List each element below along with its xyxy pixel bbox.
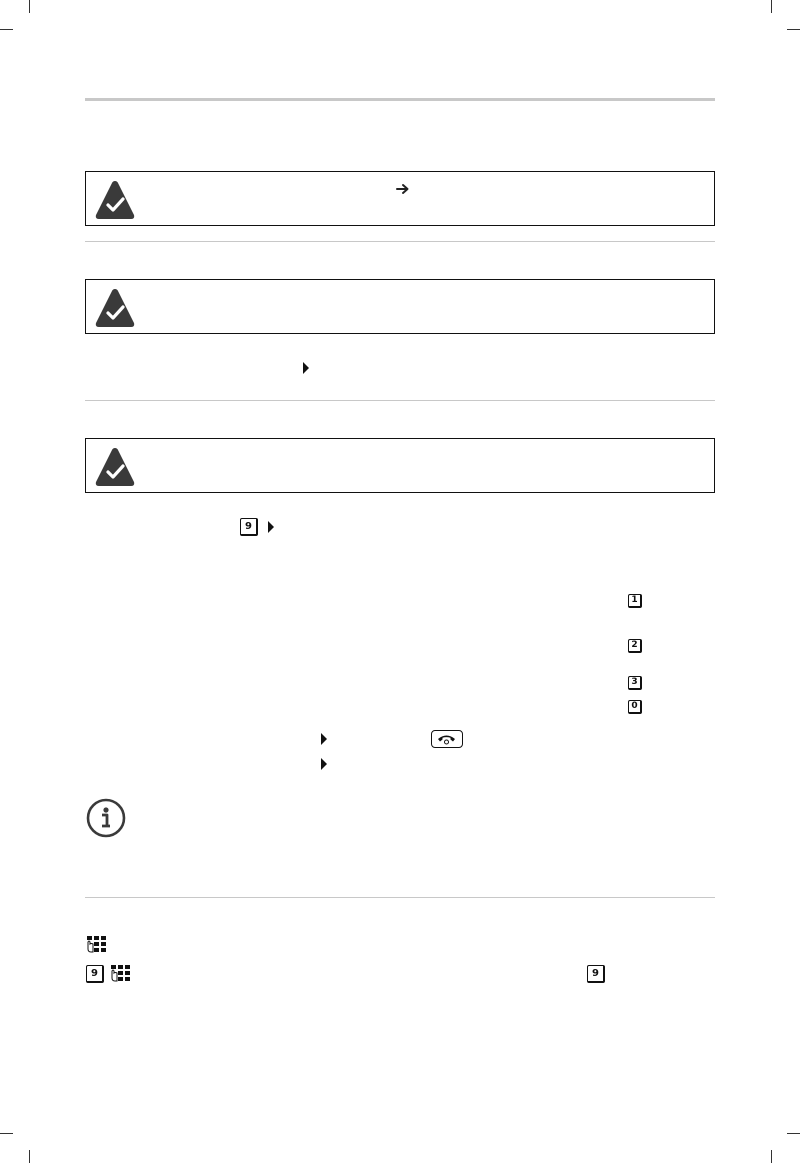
section-divider <box>85 241 715 242</box>
menu-path-arrow-icon <box>320 758 328 770</box>
key-9-icon: 9 <box>240 518 258 536</box>
crop-mark-top-left-v <box>29 0 30 13</box>
crop-mark-bottom-left-h <box>0 1133 13 1134</box>
arrow-right-icon <box>396 183 410 195</box>
crop-mark-top-right-h <box>787 29 800 30</box>
key-1-icon: 1 <box>628 594 642 608</box>
keypad-entry-icon <box>110 964 132 982</box>
menu-path-arrow-icon <box>302 362 310 374</box>
end-call-key-icon <box>431 730 463 748</box>
crop-mark-bottom-right-h <box>787 1133 800 1134</box>
menu-path-arrow-icon <box>320 733 328 745</box>
section-divider <box>85 400 715 401</box>
key-9-icon: 9 <box>86 965 104 983</box>
section-divider <box>85 897 715 898</box>
key-9-icon: 9 <box>587 965 605 983</box>
prerequisite-check-icon <box>94 179 136 221</box>
prerequisite-check-icon <box>94 287 136 329</box>
crop-mark-top-left-h <box>0 29 13 30</box>
key-0-icon: 0 <box>628 700 642 714</box>
header-rule <box>85 98 715 101</box>
crop-mark-bottom-right-v <box>771 1150 772 1163</box>
menu-path-arrow-icon <box>267 521 275 533</box>
info-icon <box>86 798 126 838</box>
keypad-entry-icon <box>86 935 108 953</box>
requirement-box <box>85 438 715 493</box>
requirement-box <box>85 171 715 226</box>
key-3-icon: 3 <box>628 676 642 690</box>
key-2-icon: 2 <box>628 639 642 653</box>
requirement-box <box>85 279 715 334</box>
crop-mark-bottom-left-v <box>29 1150 30 1163</box>
prerequisite-check-icon <box>94 446 136 488</box>
crop-mark-top-right-v <box>771 0 772 13</box>
